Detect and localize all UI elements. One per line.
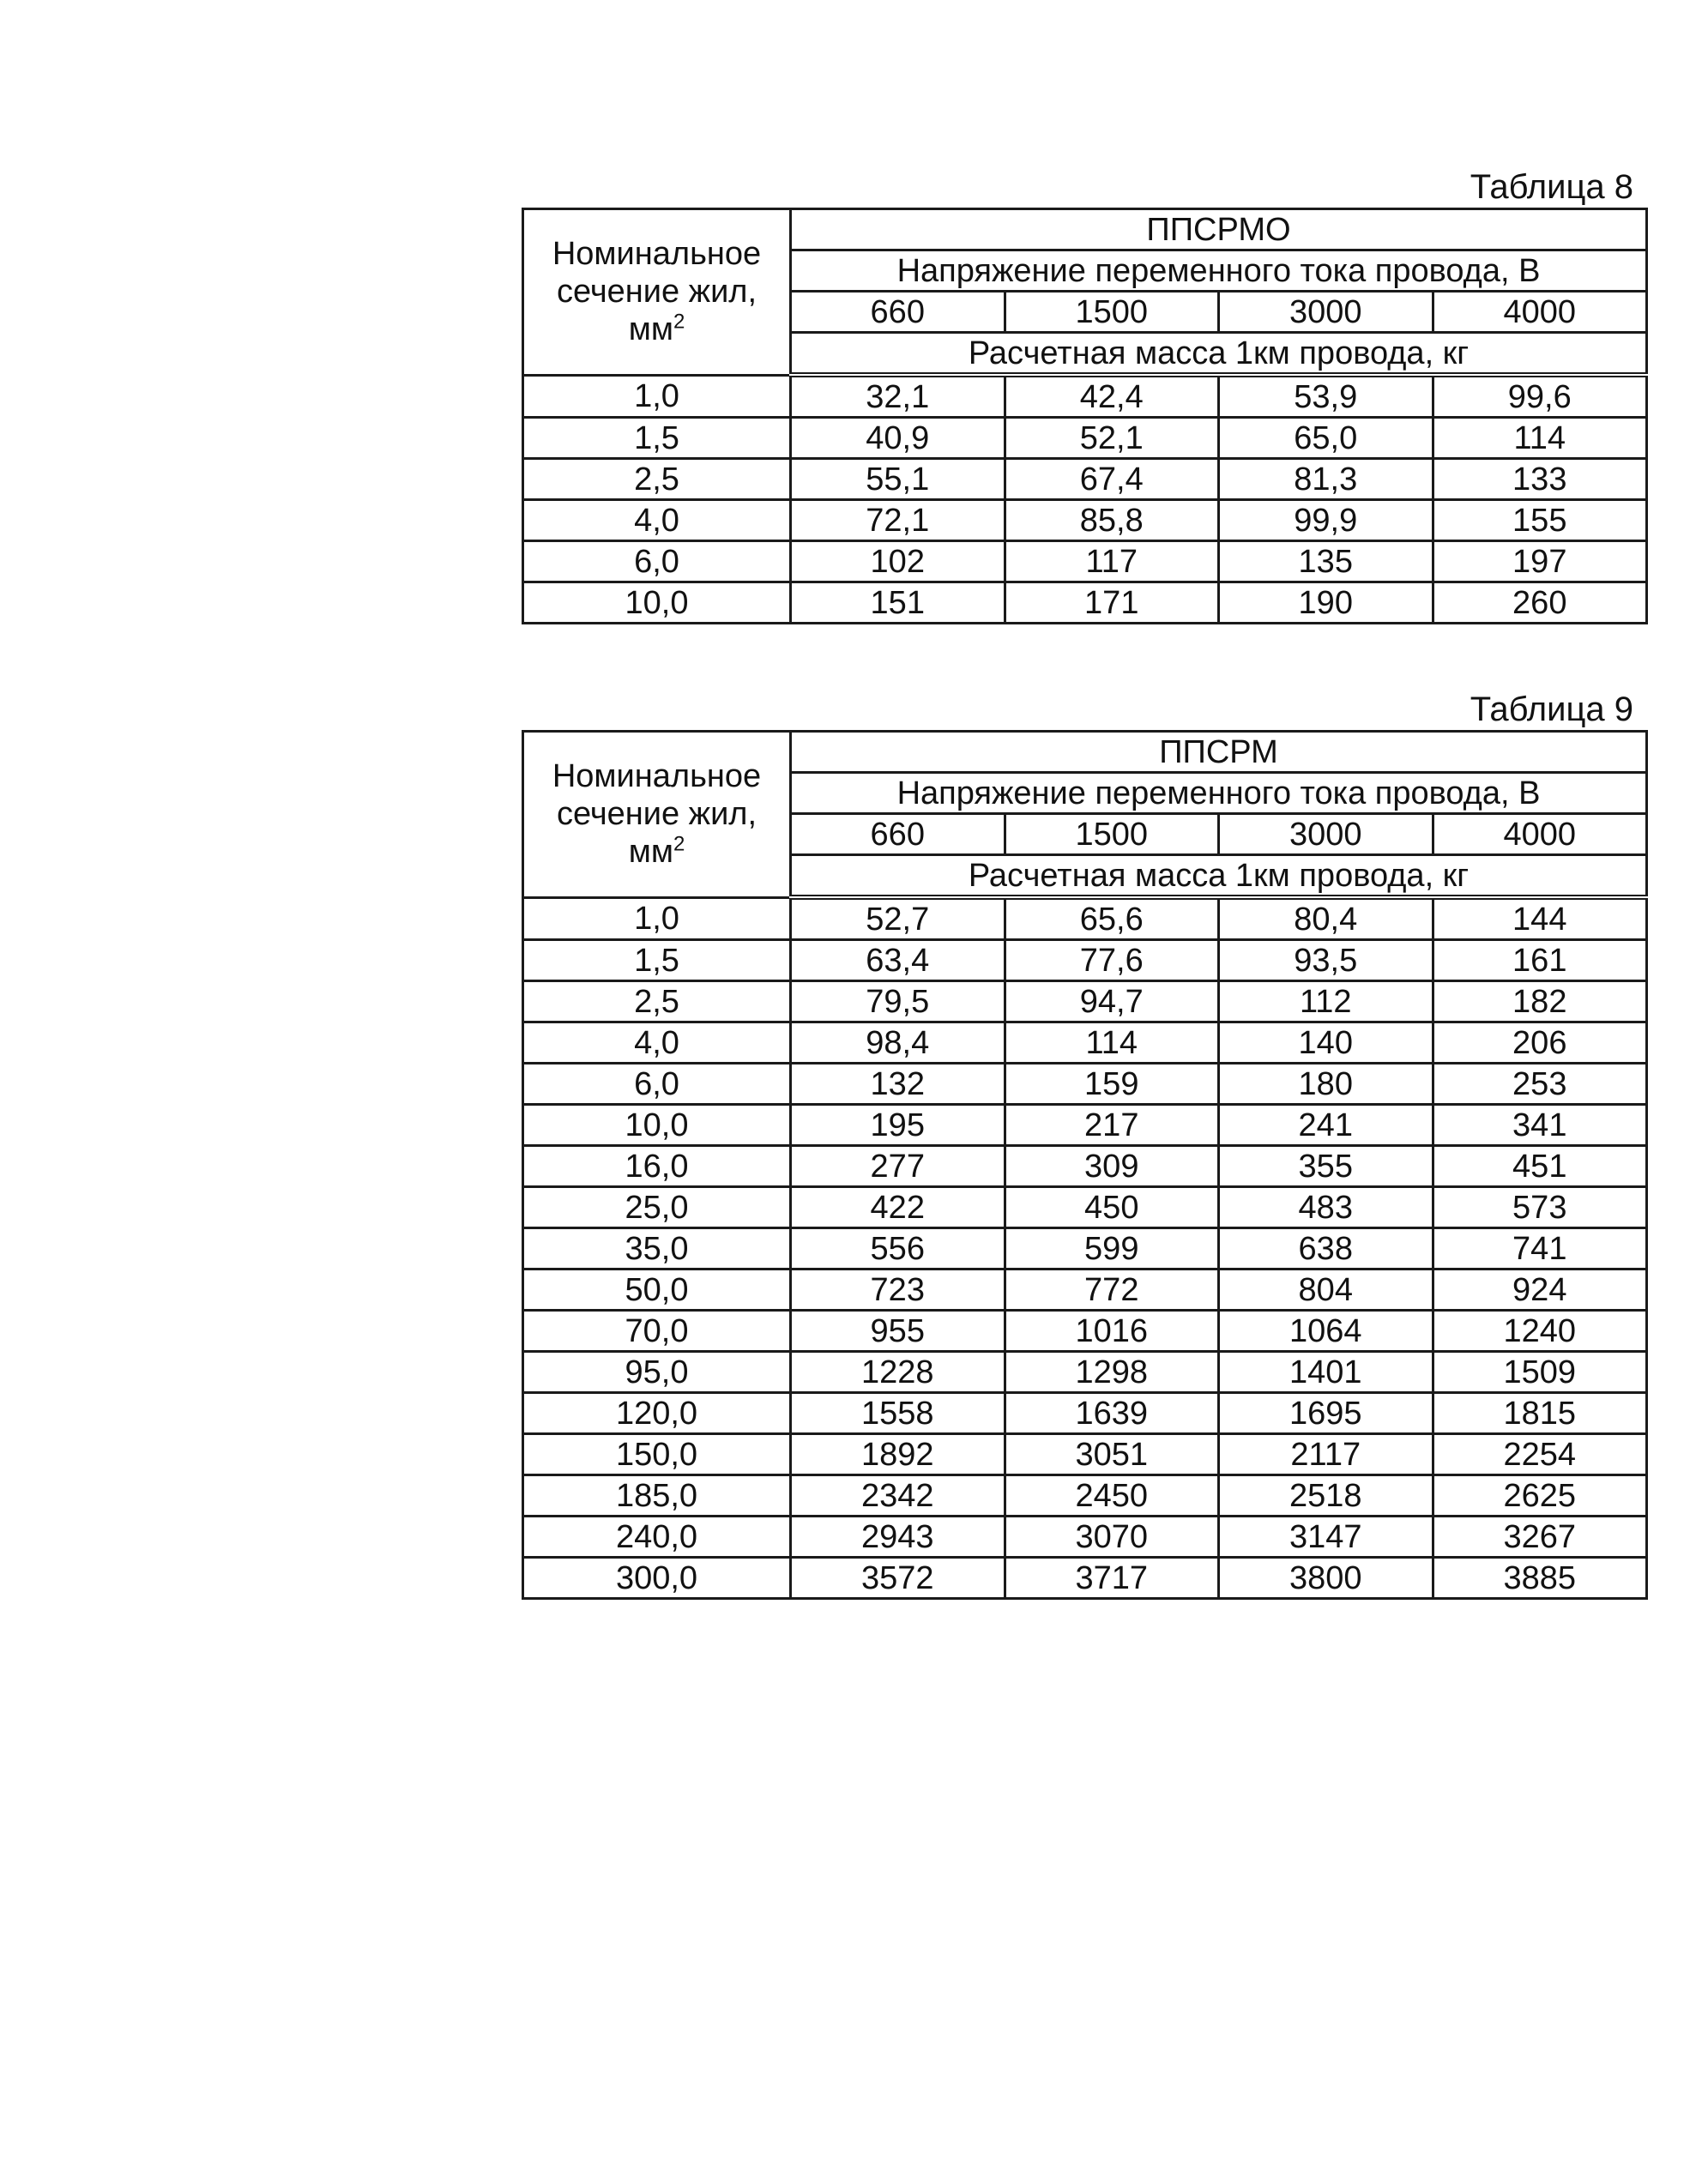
mass-660-cell: 63,4 — [791, 940, 1005, 981]
cross-section-cell: 4,0 — [523, 1022, 791, 1064]
voltage-value: 1500 — [1005, 292, 1219, 333]
mass-4000-cell: 253 — [1433, 1064, 1647, 1105]
mass-3000-cell: 1695 — [1219, 1393, 1433, 1434]
cross-section-header-unit-sup: 2 — [673, 310, 685, 334]
mass-660-cell: 151 — [791, 582, 1005, 624]
mass-3000-cell: 140 — [1219, 1022, 1433, 1064]
cross-section-cell: 1,5 — [523, 418, 791, 459]
cross-section-cell: 300,0 — [523, 1558, 791, 1599]
cross-section-cell: 150,0 — [523, 1434, 791, 1475]
voltage-header: Напряжение переменного тока провода, В — [791, 773, 1647, 814]
voltage-value: 4000 — [1433, 814, 1647, 855]
mass-660-cell: 102 — [791, 541, 1005, 582]
table-9-body — [523, 897, 1647, 1599]
cross-section-cell: 25,0 — [523, 1187, 791, 1228]
cross-section-cell: 4,0 — [523, 500, 791, 541]
mass-4000-cell: 741 — [1433, 1228, 1647, 1269]
table-row — [523, 981, 1647, 1022]
mass-1500-cell: 52,1 — [1005, 418, 1219, 459]
mass-1500-cell: 85,8 — [1005, 500, 1219, 541]
table-row — [523, 1146, 1647, 1187]
cross-section-header-line1: Номинальное — [552, 236, 762, 273]
cross-section-cell: 185,0 — [523, 1475, 791, 1517]
mass-1500-cell: 772 — [1005, 1269, 1219, 1311]
mass-1500-cell: 94,7 — [1005, 981, 1219, 1022]
voltage-value: 660 — [791, 292, 1005, 333]
mass-3000-cell: 1064 — [1219, 1311, 1433, 1352]
mass-4000-cell: 182 — [1433, 981, 1647, 1022]
table-row — [523, 1311, 1647, 1352]
cross-section-header — [523, 732, 791, 898]
mass-3000-cell: 241 — [1219, 1105, 1433, 1146]
mass-3000-cell: 53,9 — [1219, 375, 1433, 418]
mass-3000-cell: 65,0 — [1219, 418, 1433, 459]
mass-1500-cell: 217 — [1005, 1105, 1219, 1146]
mass-660-cell: 72,1 — [791, 500, 1005, 541]
table-row — [523, 1475, 1647, 1517]
table-row — [523, 1105, 1647, 1146]
mass-660-cell: 195 — [791, 1105, 1005, 1146]
mass-1500-cell: 3070 — [1005, 1517, 1219, 1558]
mass-660-cell: 955 — [791, 1311, 1005, 1352]
mass-4000-cell: 1815 — [1433, 1393, 1647, 1434]
voltage-value: 3000 — [1219, 814, 1433, 855]
mass-4000-cell: 133 — [1433, 459, 1647, 500]
voltage-value: 4000 — [1433, 292, 1647, 333]
mass-1500-cell: 114 — [1005, 1022, 1219, 1064]
table-9-header — [523, 732, 1647, 898]
cross-section-header — [523, 209, 791, 376]
table-row — [523, 541, 1647, 582]
mass-4000-cell: 2254 — [1433, 1434, 1647, 1475]
mass-3000-cell: 3800 — [1219, 1558, 1433, 1599]
mass-660-cell: 132 — [791, 1064, 1005, 1105]
table-row — [523, 1022, 1647, 1064]
mass-4000-cell: 924 — [1433, 1269, 1647, 1311]
mass-4000-cell: 2625 — [1433, 1475, 1647, 1517]
mass-660-cell: 1892 — [791, 1434, 1005, 1475]
mass-3000-cell: 80,4 — [1219, 897, 1433, 940]
mass-4000-cell: 451 — [1433, 1146, 1647, 1187]
cross-section-cell: 1,5 — [523, 940, 791, 981]
cross-section-cell: 240,0 — [523, 1517, 791, 1558]
mass-660-cell: 1228 — [791, 1352, 1005, 1393]
mass-660-cell: 277 — [791, 1146, 1005, 1187]
table-8-body — [523, 375, 1647, 624]
mass-1500-cell: 1298 — [1005, 1352, 1219, 1393]
table-row — [523, 1517, 1647, 1558]
mass-660-cell: 1558 — [791, 1393, 1005, 1434]
table-9 — [522, 730, 1648, 1600]
table-row — [523, 1064, 1647, 1105]
table-8-caption: Таблица 8 — [1470, 168, 1633, 206]
mass-660-cell: 55,1 — [791, 459, 1005, 500]
cross-section-cell: 10,0 — [523, 582, 791, 624]
table-row — [523, 1434, 1647, 1475]
mass-1500-cell: 450 — [1005, 1187, 1219, 1228]
mass-4000-cell: 260 — [1433, 582, 1647, 624]
mass-3000-cell: 112 — [1219, 981, 1433, 1022]
cross-section-header-line2: сечение жил, — [556, 274, 757, 311]
mass-1500-cell: 309 — [1005, 1146, 1219, 1187]
mass-4000-cell: 1240 — [1433, 1311, 1647, 1352]
mass-3000-cell: 2518 — [1219, 1475, 1433, 1517]
cross-section-cell: 1,0 — [523, 897, 791, 940]
table-row — [523, 897, 1647, 940]
mass-3000-cell: 483 — [1219, 1187, 1433, 1228]
mass-1500-cell: 1639 — [1005, 1393, 1219, 1434]
mass-3000-cell: 638 — [1219, 1228, 1433, 1269]
product-name: ППСРМ — [791, 732, 1647, 773]
table-row — [523, 940, 1647, 981]
cross-section-cell: 70,0 — [523, 1311, 791, 1352]
table-row — [523, 582, 1647, 624]
table-row — [523, 1269, 1647, 1311]
mass-3000-cell: 2117 — [1219, 1434, 1433, 1475]
mass-1500-cell: 67,4 — [1005, 459, 1219, 500]
mass-1500-cell: 159 — [1005, 1064, 1219, 1105]
mass-header: Расчетная масса 1км провода, кг — [791, 855, 1647, 898]
table-8 — [522, 208, 1648, 624]
mass-3000-cell: 804 — [1219, 1269, 1433, 1311]
voltage-value: 1500 — [1005, 814, 1219, 855]
cross-section-cell: 50,0 — [523, 1269, 791, 1311]
mass-1500-cell: 171 — [1005, 582, 1219, 624]
table-8-header — [523, 209, 1647, 376]
cross-section-header-line1: Номинальное — [552, 758, 762, 795]
cross-section-cell: 120,0 — [523, 1393, 791, 1434]
mass-660-cell: 52,7 — [791, 897, 1005, 940]
mass-3000-cell: 3147 — [1219, 1517, 1433, 1558]
voltage-header: Напряжение переменного тока провода, В — [791, 250, 1647, 292]
mass-3000-cell: 190 — [1219, 582, 1433, 624]
cross-section-cell: 2,5 — [523, 459, 791, 500]
mass-1500-cell: 117 — [1005, 541, 1219, 582]
mass-3000-cell: 355 — [1219, 1146, 1433, 1187]
mass-4000-cell: 341 — [1433, 1105, 1647, 1146]
table-row — [523, 1228, 1647, 1269]
table-row — [523, 500, 1647, 541]
table-9-block — [522, 691, 1645, 1600]
mass-4000-cell: 197 — [1433, 541, 1647, 582]
product-name: ППСРМО — [791, 209, 1647, 250]
mass-1500-cell: 1016 — [1005, 1311, 1219, 1352]
mass-1500-cell: 599 — [1005, 1228, 1219, 1269]
mass-660-cell: 40,9 — [791, 418, 1005, 459]
mass-4000-cell: 99,6 — [1433, 375, 1647, 418]
mass-660-cell: 79,5 — [791, 981, 1005, 1022]
mass-3000-cell: 99,9 — [1219, 500, 1433, 541]
mass-660-cell: 98,4 — [791, 1022, 1005, 1064]
mass-4000-cell: 155 — [1433, 500, 1647, 541]
mass-3000-cell: 81,3 — [1219, 459, 1433, 500]
cross-section-header-unit: мм — [628, 311, 673, 348]
cross-section-cell: 2,5 — [523, 981, 791, 1022]
mass-3000-cell: 93,5 — [1219, 940, 1433, 981]
mass-4000-cell: 573 — [1433, 1187, 1647, 1228]
mass-3000-cell: 180 — [1219, 1064, 1433, 1105]
voltage-value: 660 — [791, 814, 1005, 855]
table-row — [523, 375, 1647, 418]
cross-section-cell: 1,0 — [523, 375, 791, 418]
cross-section-cell: 10,0 — [523, 1105, 791, 1146]
mass-660-cell: 3572 — [791, 1558, 1005, 1599]
cross-section-header-unit-sup: 2 — [673, 832, 685, 856]
mass-1500-cell: 2450 — [1005, 1475, 1219, 1517]
cross-section-header-unit: мм — [628, 834, 673, 871]
table-row — [523, 1187, 1647, 1228]
mass-4000-cell: 161 — [1433, 940, 1647, 981]
mass-660-cell: 422 — [791, 1187, 1005, 1228]
mass-4000-cell: 114 — [1433, 418, 1647, 459]
mass-4000-cell: 206 — [1433, 1022, 1647, 1064]
mass-660-cell: 556 — [791, 1228, 1005, 1269]
cross-section-cell: 6,0 — [523, 1064, 791, 1105]
table-9-caption: Таблица 9 — [1470, 691, 1633, 728]
table-row — [523, 418, 1647, 459]
mass-4000-cell: 1509 — [1433, 1352, 1647, 1393]
table-8-block — [522, 168, 1645, 624]
cross-section-cell: 16,0 — [523, 1146, 791, 1187]
mass-660-cell: 2342 — [791, 1475, 1005, 1517]
mass-660-cell: 2943 — [791, 1517, 1005, 1558]
table-row — [523, 1352, 1647, 1393]
mass-660-cell: 723 — [791, 1269, 1005, 1311]
mass-header: Расчетная масса 1км провода, кг — [791, 333, 1647, 376]
mass-660-cell: 32,1 — [791, 375, 1005, 418]
mass-1500-cell: 3717 — [1005, 1558, 1219, 1599]
mass-3000-cell: 1401 — [1219, 1352, 1433, 1393]
voltage-value: 3000 — [1219, 292, 1433, 333]
table-row — [523, 1393, 1647, 1434]
cross-section-cell: 6,0 — [523, 541, 791, 582]
mass-1500-cell: 3051 — [1005, 1434, 1219, 1475]
cross-section-header-line2: сечение жил, — [556, 796, 757, 833]
cross-section-cell: 35,0 — [523, 1228, 791, 1269]
mass-1500-cell: 42,4 — [1005, 375, 1219, 418]
mass-4000-cell: 3267 — [1433, 1517, 1647, 1558]
mass-4000-cell: 144 — [1433, 897, 1647, 940]
table-row — [523, 1558, 1647, 1599]
mass-1500-cell: 77,6 — [1005, 940, 1219, 981]
mass-4000-cell: 3885 — [1433, 1558, 1647, 1599]
cross-section-cell: 95,0 — [523, 1352, 791, 1393]
table-row — [523, 459, 1647, 500]
mass-3000-cell: 135 — [1219, 541, 1433, 582]
mass-1500-cell: 65,6 — [1005, 897, 1219, 940]
